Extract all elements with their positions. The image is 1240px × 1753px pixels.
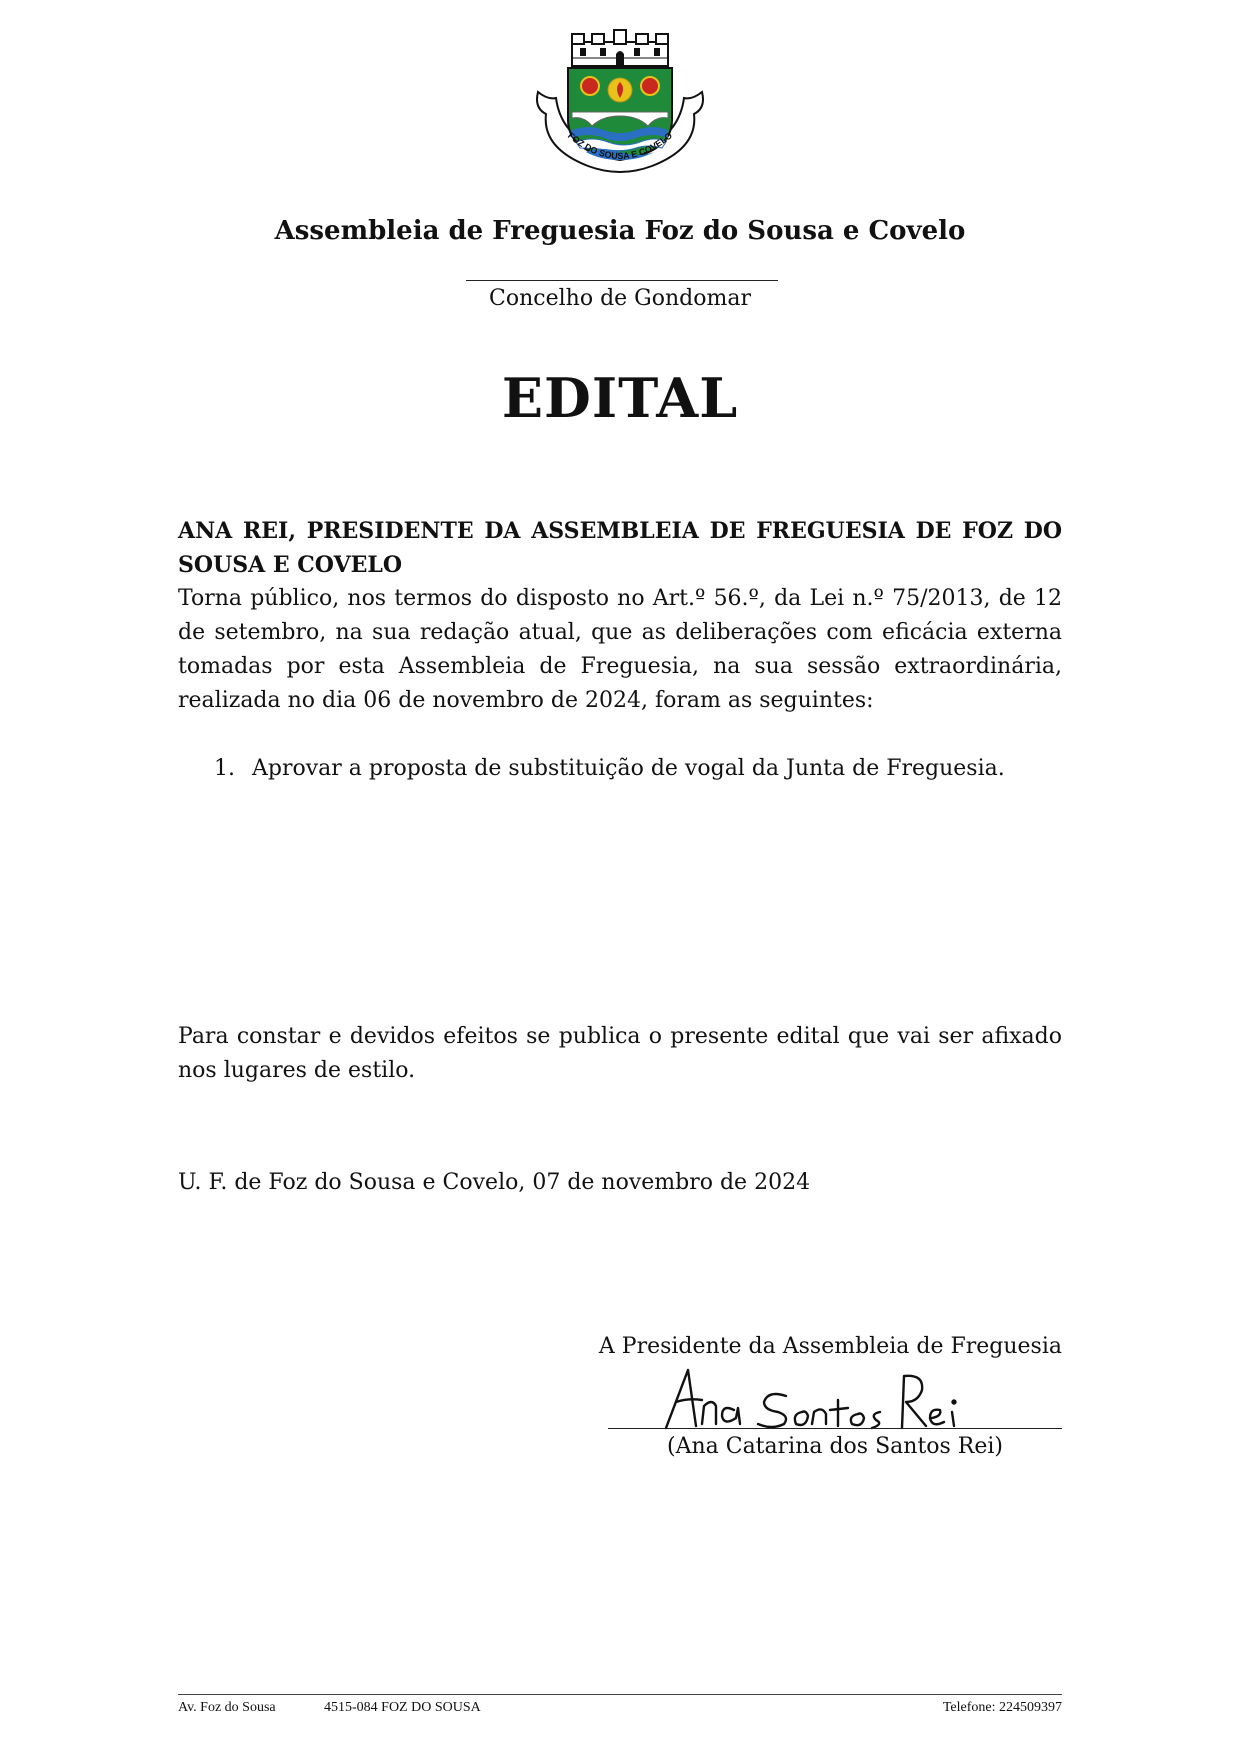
list-item [214,752,1074,786]
document-title: EDITAL [501,366,739,430]
place-and-date: U. F. de Foz do Sousa e Covelo, 07 de novembro de 2024 [178,1170,811,1195]
deliberations-list [214,752,1074,786]
list-item-number: 1. [214,756,235,781]
handwritten-signature [658,1362,978,1434]
coat-of-arms-logo [528,28,712,184]
signatory-name: (Ana Catarina dos Santos Rei) [666,1434,1004,1459]
footer-address: Av. Foz do Sousa [178,1700,276,1715]
closing-statement: Para constar e devidos efeitos se publica o presente edital que vai ser afixado nos lugares de estilo. [178,1024,1062,1083]
edict-body [178,514,1062,718]
signatory-role: A Presidente da Assembleia de Freguesia [598,1334,1062,1359]
list-item-text: Aprovar a proposta de substituição de vogal da Junta de Freguesia. [252,756,1005,781]
crest-ribbon-text: FOZ DO SOUSA E COVELO [565,130,675,162]
edict-intro: Torna público, nos termos do disposto no Art.º 56.º, da Lei n.º 75/2013, de 12 de setembro, na sua redação atual, que as deliberações com eficácia externa tomadas por esta Assembleia de Freguesia, na sua sessão extraordinária, realizada no dia 06 de novembro de 2024, foram as seguintes: [178,586,1062,713]
signature-line [608,1428,1062,1429]
footer-postal-code: 4515-084 FOZ DO SOUSA [324,1700,481,1715]
header-divider [466,280,778,281]
footer-divider [178,1694,1062,1695]
assembly-name: Assembleia de Freguesia Foz do Sousa e Covelo [274,216,966,246]
footer-phone: Telefone: 224509397 [942,1700,1062,1715]
edict-heading: ANA REI, PRESIDENTE DA ASSEMBLEIA DE FREGUESIA DE FOZ DO SOUSA E COVELO [178,518,1062,578]
municipality-name: Concelho de Gondomar [489,286,751,311]
